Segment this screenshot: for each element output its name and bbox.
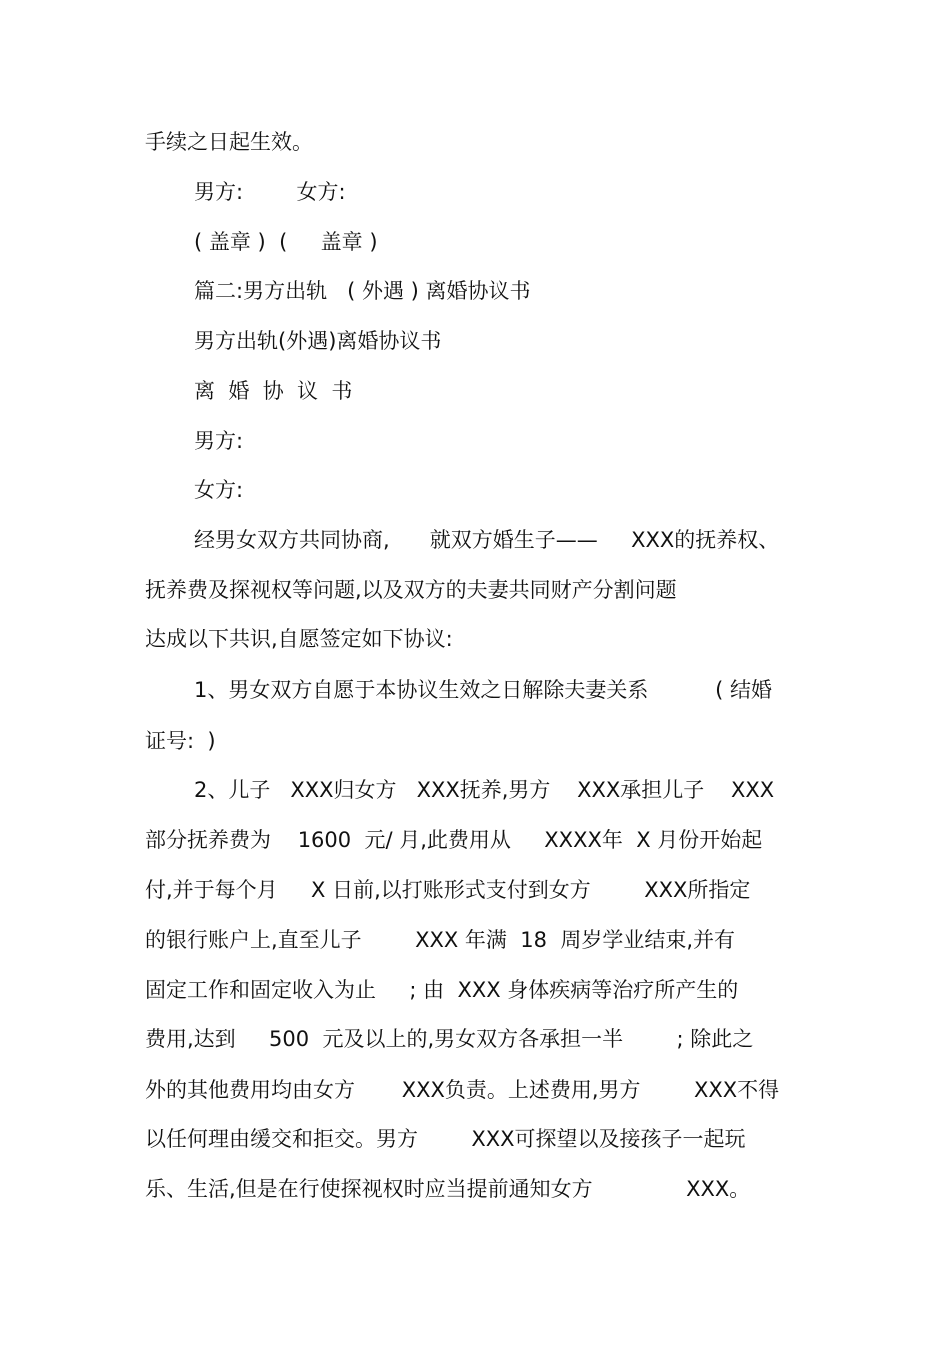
text-line: 固定工作和固定收入为止 ; 由 XXX 身体疾病等治疗所产生的	[145, 978, 739, 1002]
section-heading: 篇二:男方出轨 ( 外遇 ) 离婚协议书	[194, 279, 531, 303]
text-line: 证号: )	[145, 729, 216, 753]
text-line: 女方:	[194, 478, 244, 502]
section-subtitle: 男方出轨(外遇)离婚协议书	[194, 329, 442, 353]
text-line: 经男女双方共同协商, 就双方婚生子—— XXX的抚养权、	[194, 528, 780, 552]
text-line: 以任何理由缓交和拒交。男方 XXX可探望以及接孩子一起玩	[145, 1127, 746, 1151]
text-line: 付,并于每个月 X 日前,以打账形式支付到女方 XXX所指定	[145, 878, 751, 902]
text-line: 男方: 女方:	[194, 180, 346, 204]
text-line: 达成以下共识,自愿签定如下协议:	[145, 627, 453, 651]
text-line: 外的其他费用均由女方 XXX负责。上述费用,男方 XXX不得	[145, 1078, 780, 1102]
text-line: 的银行账户上,直至儿子 XXX 年满 18 周岁学业结束,并有	[145, 928, 736, 952]
text-line: 抚养费及探视权等问题,以及双方的夫妻共同财产分割问题	[145, 578, 677, 602]
document-title: 离 婚 协 议 书	[194, 379, 353, 403]
text-line: 费用,达到 500 元及以上的,男女双方各承担一半 ; 除此之	[145, 1027, 754, 1051]
text-line: 乐、生活,但是在行使探视权时应当提前通知女方 XXX。	[145, 1177, 751, 1201]
text-line: 男方:	[194, 429, 244, 453]
text-line: 1、男女双方自愿于本协议生效之日解除夫妻关系 ( 结婚	[194, 678, 772, 702]
text-line: 部分抚养费为 1600 元/ 月,此费用从 XXXX年 X 月份开始起	[145, 828, 763, 852]
text-line: 2、儿子 XXX归女方 XXX抚养,男方 XXX承担儿子 XXX	[194, 778, 775, 802]
text-line: 手续之日起生效。	[145, 130, 313, 154]
text-line: ( 盖章 ) ( 盖章 )	[194, 230, 378, 254]
